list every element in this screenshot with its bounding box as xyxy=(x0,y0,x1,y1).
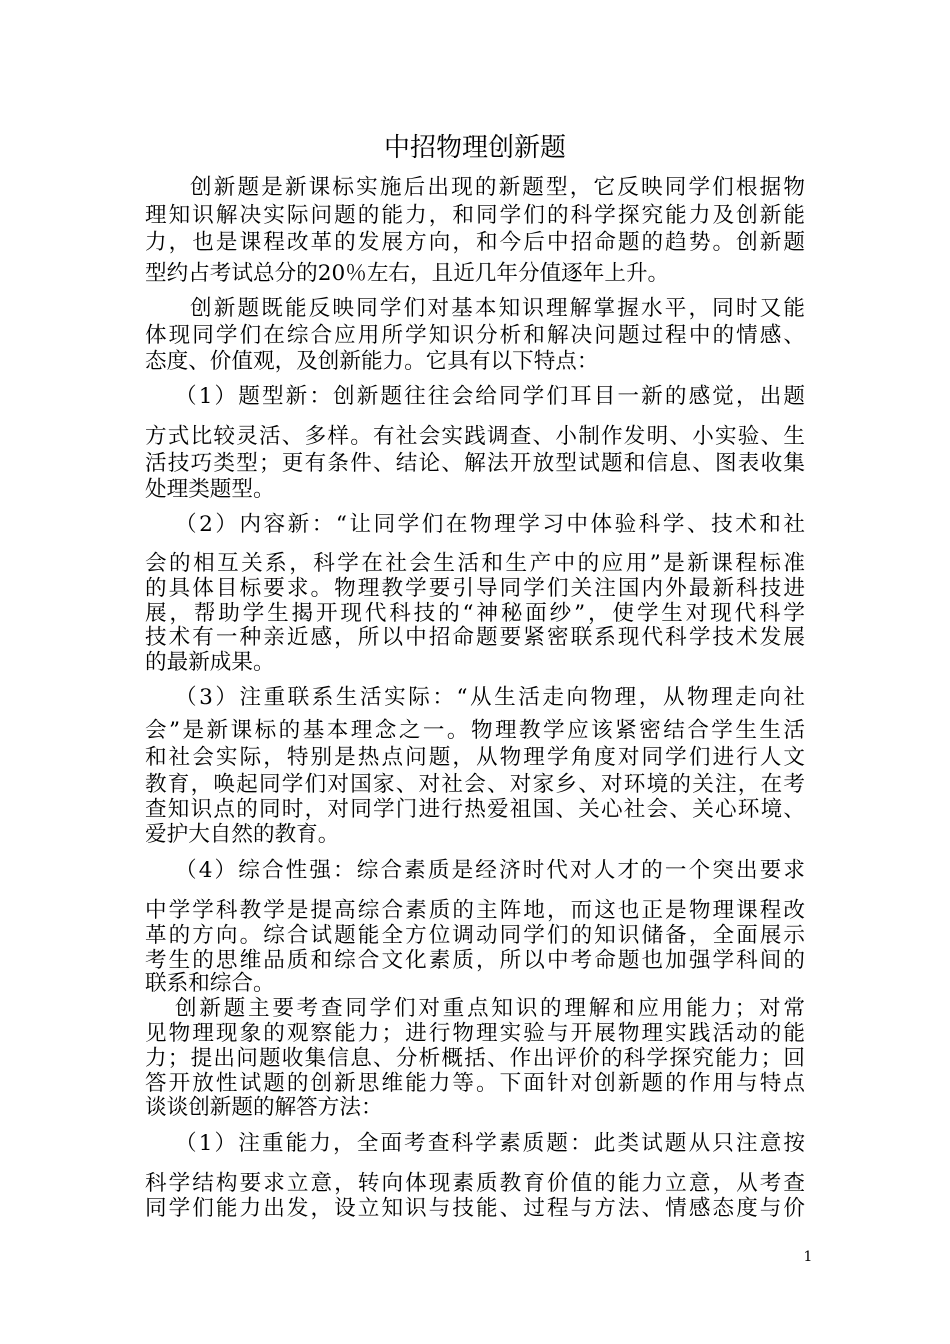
paragraph-line: 体现同学们在综合应用所学知识分析和解决问题过程中的情感、 xyxy=(145,323,805,348)
paragraph-line: （1）题型新：创新题往往会给同学们耳目一新的感觉，出题 xyxy=(175,384,805,409)
paragraph-line: 理知识解决实际问题的能力，和同学们的科学探究能力及创新能 xyxy=(145,203,805,228)
paragraph-line: 活技巧类型；更有条件、结论、解法开放型试题和信息、图表收集 xyxy=(145,451,805,476)
paragraph-line: 方式比较灵活、多样。有社会实践调查、小制作发明、小实验、生 xyxy=(145,424,805,449)
paragraph-line: 型约占考试总分的20％左右，且近几年分值逐年上升。 xyxy=(145,261,670,286)
paragraph-line: （1）注重能力，全面考查科学素质题：此类试题从只注意按 xyxy=(175,1131,805,1156)
paragraph-line: 展，帮助学生揭开现代科技的“神秘面纱”，使学生对现代科学 xyxy=(145,601,805,626)
paragraph-line: 创新题主要考查同学们对重点知识的理解和应用能力；对常 xyxy=(175,996,805,1021)
paragraph-line: 联系和综合。 xyxy=(145,971,275,996)
paragraph-line: 革的方向。综合试题能全方位调动同学们的知识储备，全面展示 xyxy=(145,923,805,948)
paragraph-line: 创新题既能反映同学们对基本知识理解掌握水平，同时又能 xyxy=(190,296,805,321)
paragraph-line: 和社会实际，特别是热点问题，从物理学角度对同学们进行人文 xyxy=(145,745,805,770)
page-number: 1 xyxy=(803,1249,813,1265)
paragraph-line: 处理类题型。 xyxy=(145,477,275,502)
paragraph-line: 教育，唤起同学们对国家、对社会、对家乡、对环境的关注，在考 xyxy=(145,772,805,797)
paragraph-line: （4）综合性强：综合素质是经济时代对人才的一个突出要求 xyxy=(175,858,805,883)
paragraph-line: 考生的思维品质和综合文化素质，所以中考命题也加强学科间的 xyxy=(145,948,805,973)
paragraph-line: 答开放性试题的创新思维能力等。下面针对创新题的作用与特点 xyxy=(145,1071,805,1096)
paragraph-line: 态度、价值观，及创新能力。它具有以下特点： xyxy=(145,349,599,374)
paragraph-line: 的具体目标要求。物理教学要引导同学们关注国内外最新科技进 xyxy=(145,576,805,601)
paragraph-line: 谈谈创新题的解答方法： xyxy=(145,1095,383,1120)
paragraph-line: 见物理现象的观察能力；进行物理实验与开展物理实践活动的能 xyxy=(145,1021,805,1046)
paragraph-line: 中学学科教学是提高综合素质的主阵地，而这也正是物理课程改 xyxy=(145,898,805,923)
paragraph-line: （2）内容新：“让同学们在物理学习中体验科学、技术和社 xyxy=(175,512,805,537)
paragraph-line: 技术有一种亲近感，所以中招命题要紧密联系现代科学技术发展 xyxy=(145,625,805,650)
document-title: 中招物理创新题 xyxy=(383,133,566,163)
paragraph-line: 力；提出问题收集信息、分析概括、作出评价的科学探究能力；回 xyxy=(145,1046,805,1071)
paragraph-line: 力，也是课程改革的发展方向，和今后中招命题的趋势。创新题 xyxy=(145,230,805,255)
paragraph-line: （3）注重联系生活实际：“从生活走向物理，从物理走向社 xyxy=(175,685,805,710)
paragraph-line: 同学们能力出发，设立知识与技能、过程与方法、情感态度与价 xyxy=(145,1196,805,1221)
paragraph-line: 会的相互关系，科学在社会生活和生产中的应用”是新课程标准 xyxy=(145,551,805,576)
paragraph-line: 科学结构要求立意，转向体现素质教育价值的能力立意，从考查 xyxy=(145,1171,805,1196)
paragraph-line: 的最新成果。 xyxy=(145,650,275,675)
paragraph-line: 查知识点的同时，对同学门进行热爱祖国、关心社会、关心环境、 xyxy=(145,797,805,822)
paragraph-line: 会”是新课标的基本理念之一。物理教学应该紧密结合学生生活 xyxy=(145,718,805,743)
paragraph-line: 爱护大自然的教育。 xyxy=(145,822,340,847)
paragraph-line: 创新题是新课标实施后出现的新题型，它反映同学们根据物 xyxy=(190,175,805,200)
